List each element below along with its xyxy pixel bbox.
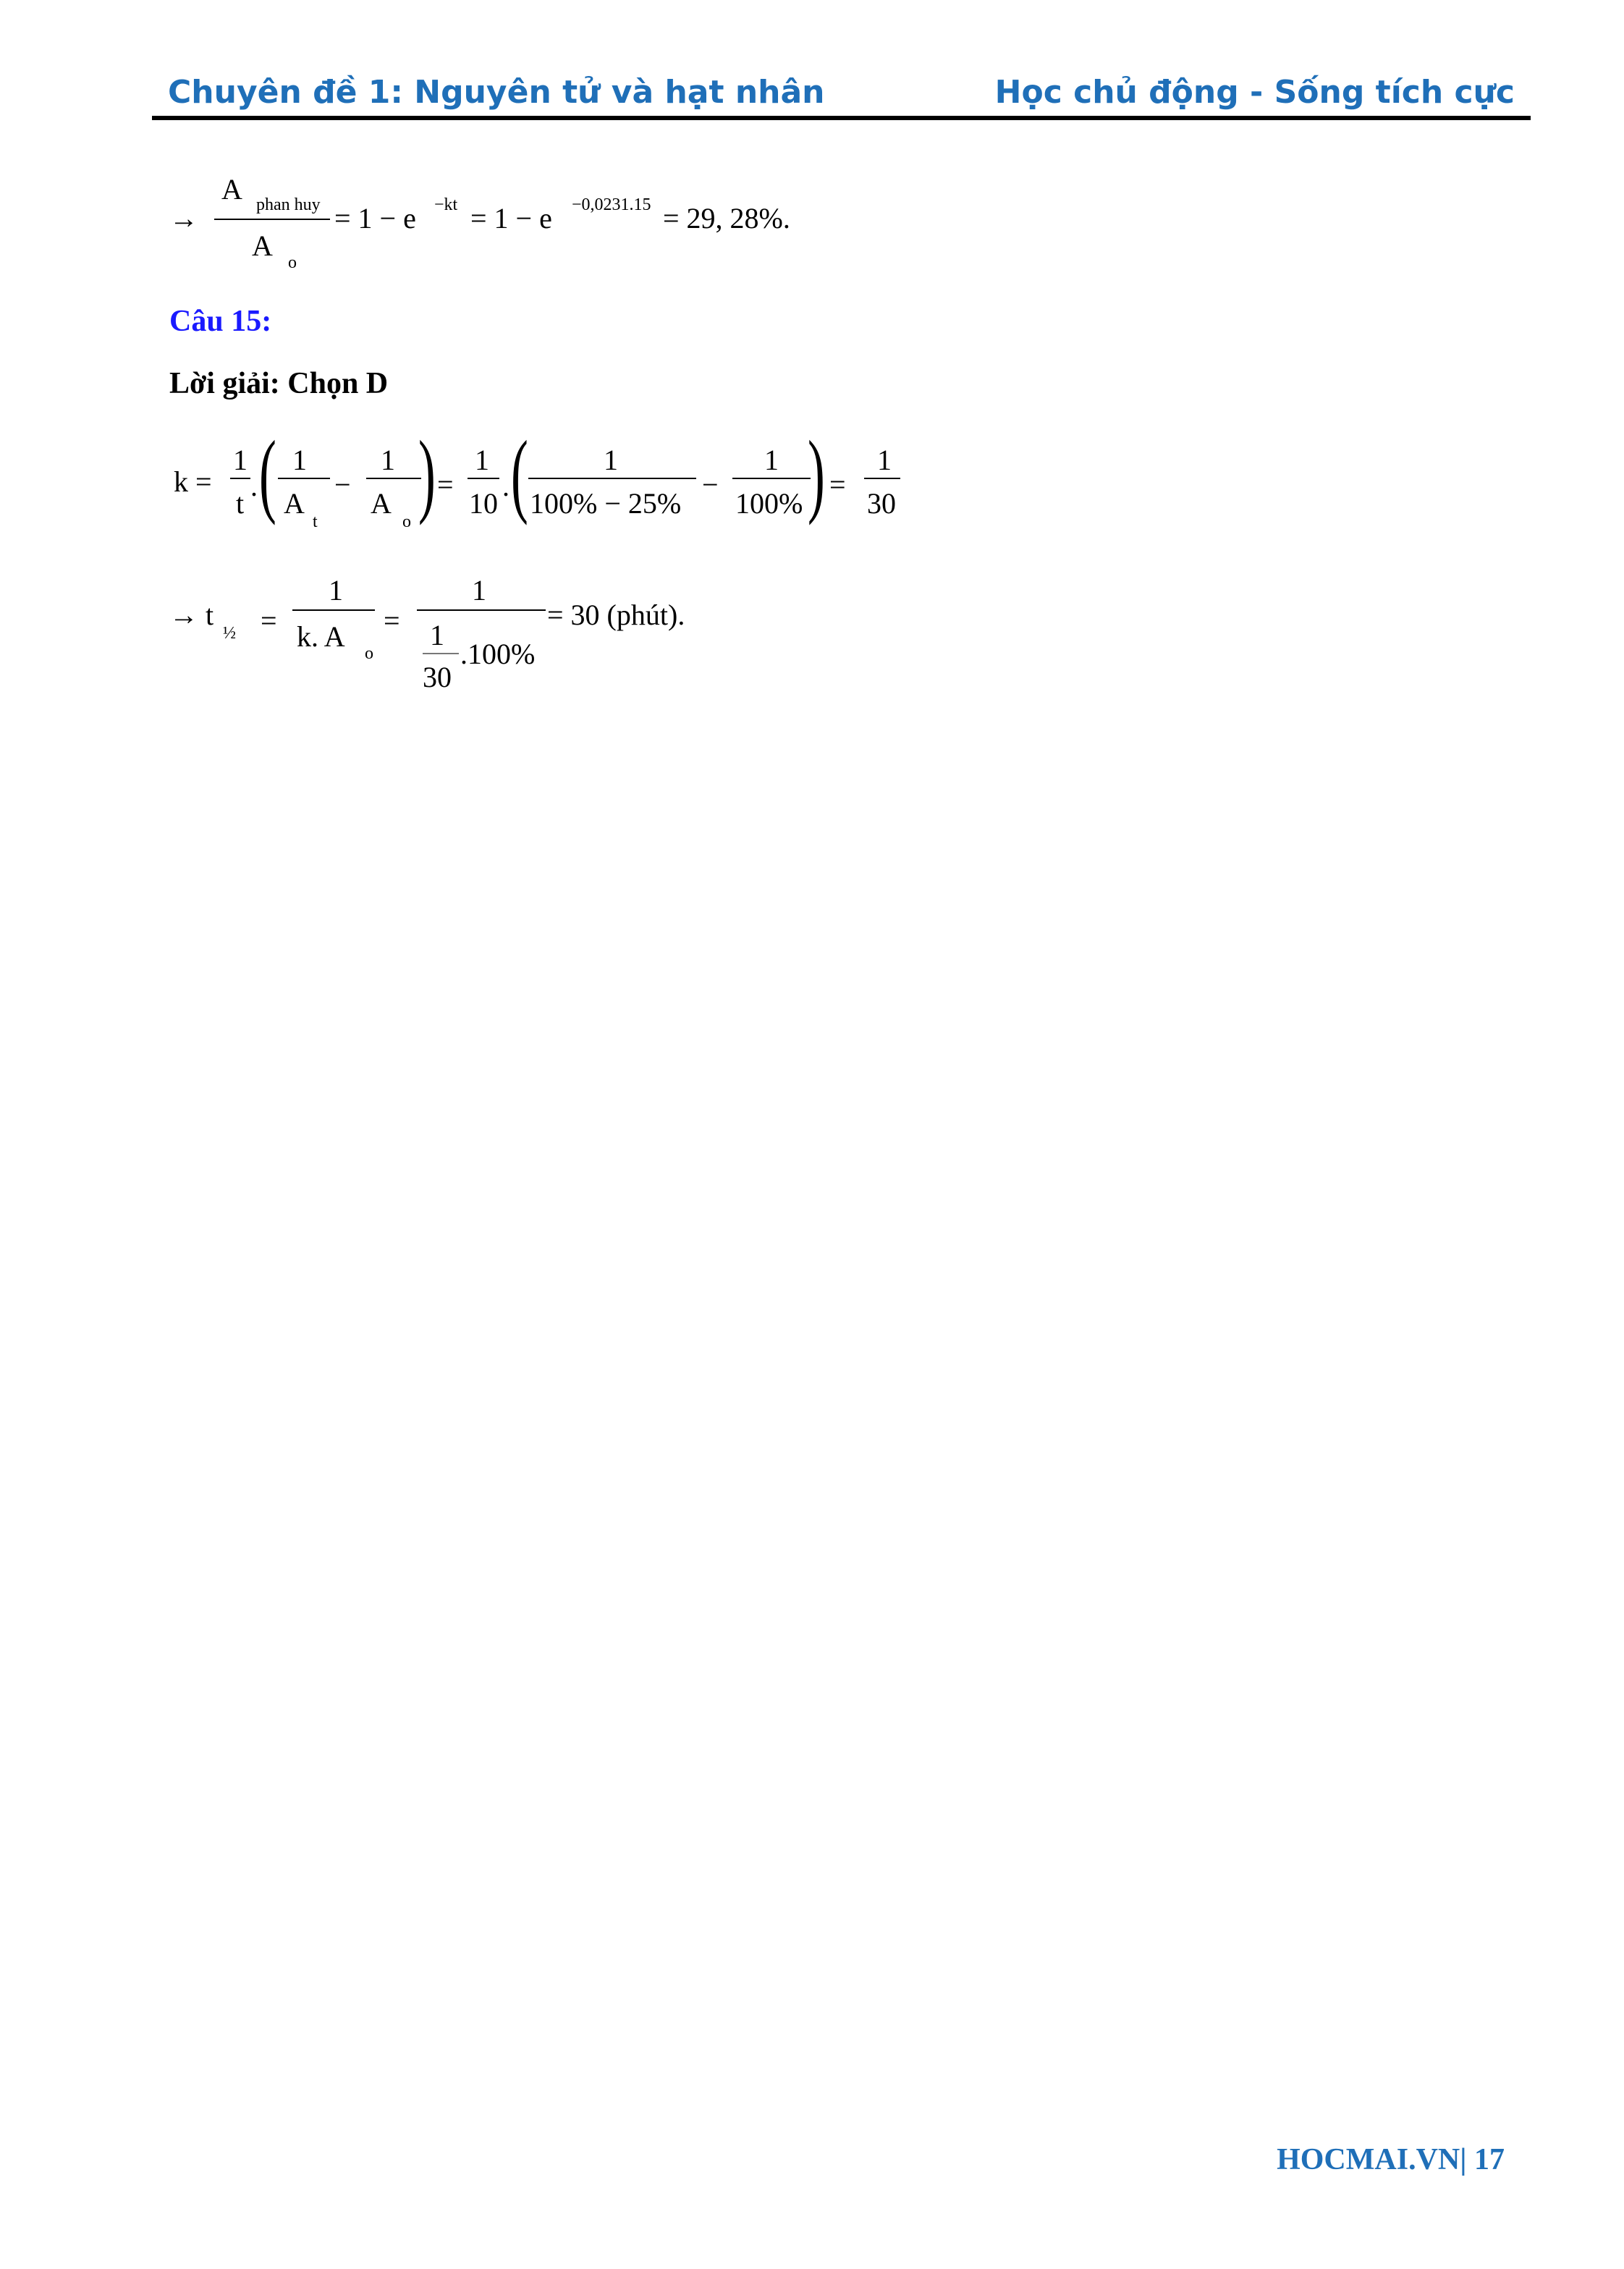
fraction-line (214, 219, 330, 220)
frac2-num: 1 (292, 444, 307, 476)
frac4-line (468, 478, 499, 479)
dot-1: . (250, 470, 258, 502)
frac3-den-A: A (371, 487, 392, 520)
frac6-num: 1 (764, 444, 779, 476)
frac6-line (732, 478, 811, 479)
frac8-line (292, 609, 375, 611)
frac5-num: 1 (604, 444, 618, 476)
inner-frac-den: 30 (423, 661, 452, 693)
header-slogan: Học chủ động - Sống tích cực (994, 74, 1515, 111)
exponent-1: −kt (434, 195, 458, 214)
expr-part2: = 1 − e (470, 202, 552, 234)
equals-3: = (261, 604, 277, 637)
numerator-subscript: phan huy (256, 195, 321, 214)
dot-2: . (502, 470, 509, 502)
left-paren-2: ( (511, 422, 528, 526)
frac2-line (278, 478, 330, 479)
subscript-o: o (402, 512, 411, 531)
result-percent: = 29, 28%. (663, 202, 790, 234)
frac7-num: 1 (877, 444, 892, 476)
left-paren-1: ( (259, 422, 276, 526)
minus-1: − (334, 468, 351, 501)
frac8-den: k. A (297, 620, 345, 653)
denominator-A: A (252, 229, 273, 262)
numerator-A: A (221, 173, 242, 206)
frac1-line (230, 478, 250, 479)
frac5-line (528, 478, 696, 479)
page-header (152, 72, 1531, 116)
frac4-num: 1 (475, 444, 489, 476)
frac9-num: 1 (472, 574, 486, 607)
frac3-line (366, 478, 421, 479)
equals-4: = (384, 604, 400, 637)
solution-label: Lời giải: Chọn D (169, 367, 389, 400)
frac1-den: t (236, 487, 245, 520)
equals-2: = (829, 468, 846, 501)
frac3-num: 1 (381, 444, 395, 476)
subscript-o-2: o (365, 644, 373, 663)
header-divider (152, 116, 1531, 120)
frac1-num: 1 (233, 444, 248, 476)
page-number: 17 (1474, 2143, 1505, 2176)
expr-part1: = 1 − e (334, 202, 416, 234)
minus-2: − (702, 468, 719, 501)
subscript-t: t (313, 512, 318, 531)
right-paren-1: ) (418, 422, 436, 526)
frac7-line (864, 478, 900, 479)
frac5-den: 100% − 25% (530, 487, 682, 520)
frac6-den: 100% (735, 487, 803, 520)
frac4-den: 10 (469, 487, 498, 520)
footer-separator: | (1460, 2143, 1467, 2176)
arrow-symbol: → (169, 202, 198, 234)
frac2-den-A: A (284, 487, 305, 520)
frac8-num: 1 (329, 574, 343, 607)
frac7-den: 30 (867, 487, 896, 520)
frac9-line (417, 609, 546, 611)
exponent-2: −0,0231.15 (572, 195, 651, 214)
inner-frac-line (423, 653, 459, 654)
question-label: Câu 15: (169, 305, 272, 338)
right-paren-2: ) (808, 422, 825, 526)
page-footer (1277, 2142, 1505, 2177)
denominator-subscript: o (288, 253, 297, 272)
k-equals: k = (174, 465, 212, 498)
half-subscript: ½ (223, 624, 236, 643)
arrow-t: → t (169, 599, 214, 631)
footer-brand: HOCMAI.VN (1277, 2143, 1460, 2176)
equals-1: = (437, 468, 454, 501)
inner-frac-num: 1 (430, 619, 444, 651)
percent-term: .100% (460, 638, 536, 670)
half-life-result: = 30 (phút). (547, 599, 685, 631)
chapter-title: Chuyên đề 1: Nguyên tử và hạt nhân (168, 74, 825, 111)
